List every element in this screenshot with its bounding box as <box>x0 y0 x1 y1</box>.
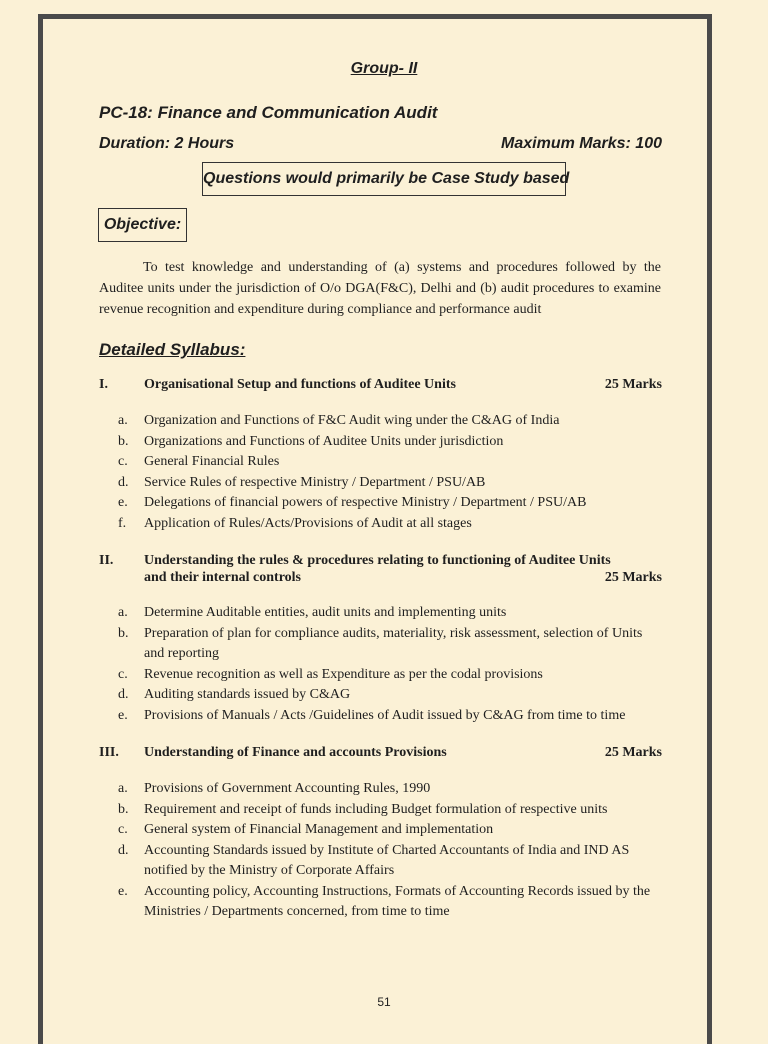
objective-paragraph: To test knowledge and understanding of (a) systems and procedures followed by the Auditee units under the jurisdiction of O/o DGA(F&C), Delhi and (b) audit procedures to examine revenue recognition and expenditure during compliance and performance audit <box>99 260 661 317</box>
list-item: d. Accounting Standards issued by Institute of Charted Accountants of India and IND AS notified by the Ministry of Corporate Affairs <box>118 842 630 878</box>
page-number: 51 <box>377 995 391 1009</box>
section-number: I. <box>99 377 108 392</box>
list-item: c. General system of Financial Management and implementation <box>118 822 494 837</box>
section-items <box>118 411 663 534</box>
list-item: b. Requirement and receipt of funds including Budget formulation of respective units <box>118 801 608 817</box>
list-item: e. Accounting policy, Accounting Instructions, Formats of Accounting Records issued by the Ministries / Departments concerned, from time to time <box>118 883 651 919</box>
list-item: e. Delegations of financial powers of respective Ministry / Department / PSU/AB <box>118 495 587 510</box>
group-title: Group- II <box>350 60 418 77</box>
duration: Duration: 2 Hours <box>99 135 235 152</box>
objective-label: Objective: <box>98 208 187 242</box>
list-item: a. Determine Auditable entities, audit units and implementing units <box>118 605 507 620</box>
section-items <box>118 779 663 923</box>
list-item: a. Provisions of Government Accounting Rules, 1990 <box>118 781 431 796</box>
list-item: d. Auditing standards issued by C&AG <box>118 687 351 702</box>
section-marks: 25 Marks <box>604 377 662 392</box>
list-item: f. Application of Rules/Acts/Provisions of Audit at all stages <box>118 515 472 531</box>
section-marks: 25 Marks <box>604 570 662 585</box>
list-item: b. Preparation of plan for compliance audits, materiality, risk assessment, selection of Units and reporting <box>118 625 643 661</box>
section-title: Understanding the rules & procedures relating to functioning of Auditee Units <box>144 553 611 568</box>
list-item: c. Revenue recognition as well as Expenditure as per the codal provisions <box>118 666 543 682</box>
case-study-note: Questions would primarily be Case Study based <box>202 162 566 196</box>
list-item: e. Provisions of Manuals / Acts /Guidelines of Audit issued by C&AG from time to time <box>118 707 626 723</box>
section-number: II. <box>99 553 114 568</box>
list-item: a. Organization and Functions of F&C Audit wing under the C&AG of India <box>118 413 560 428</box>
paper-title: PC-18: Finance and Communication Audit <box>99 103 438 122</box>
section-title-continued: and their internal controls <box>144 570 301 585</box>
section-title: Organisational Setup and functions of Auditee Units <box>144 377 456 392</box>
syllabus-heading: Detailed Syllabus: <box>99 340 246 359</box>
section-items <box>118 603 663 726</box>
maximum-marks: Maximum Marks: 100 <box>501 135 662 152</box>
section-title: Understanding of Finance and accounts Provisions <box>144 745 447 760</box>
section-marks: 25 Marks <box>604 745 662 760</box>
list-item: d. Service Rules of respective Ministry / Department / PSU/AB <box>118 474 486 490</box>
section-number: III. <box>99 745 119 760</box>
list-item: b. Organizations and Functions of Auditee Units under jurisdiction <box>118 433 504 449</box>
objective-text <box>99 257 661 320</box>
list-item: c. General Financial Rules <box>118 454 280 469</box>
